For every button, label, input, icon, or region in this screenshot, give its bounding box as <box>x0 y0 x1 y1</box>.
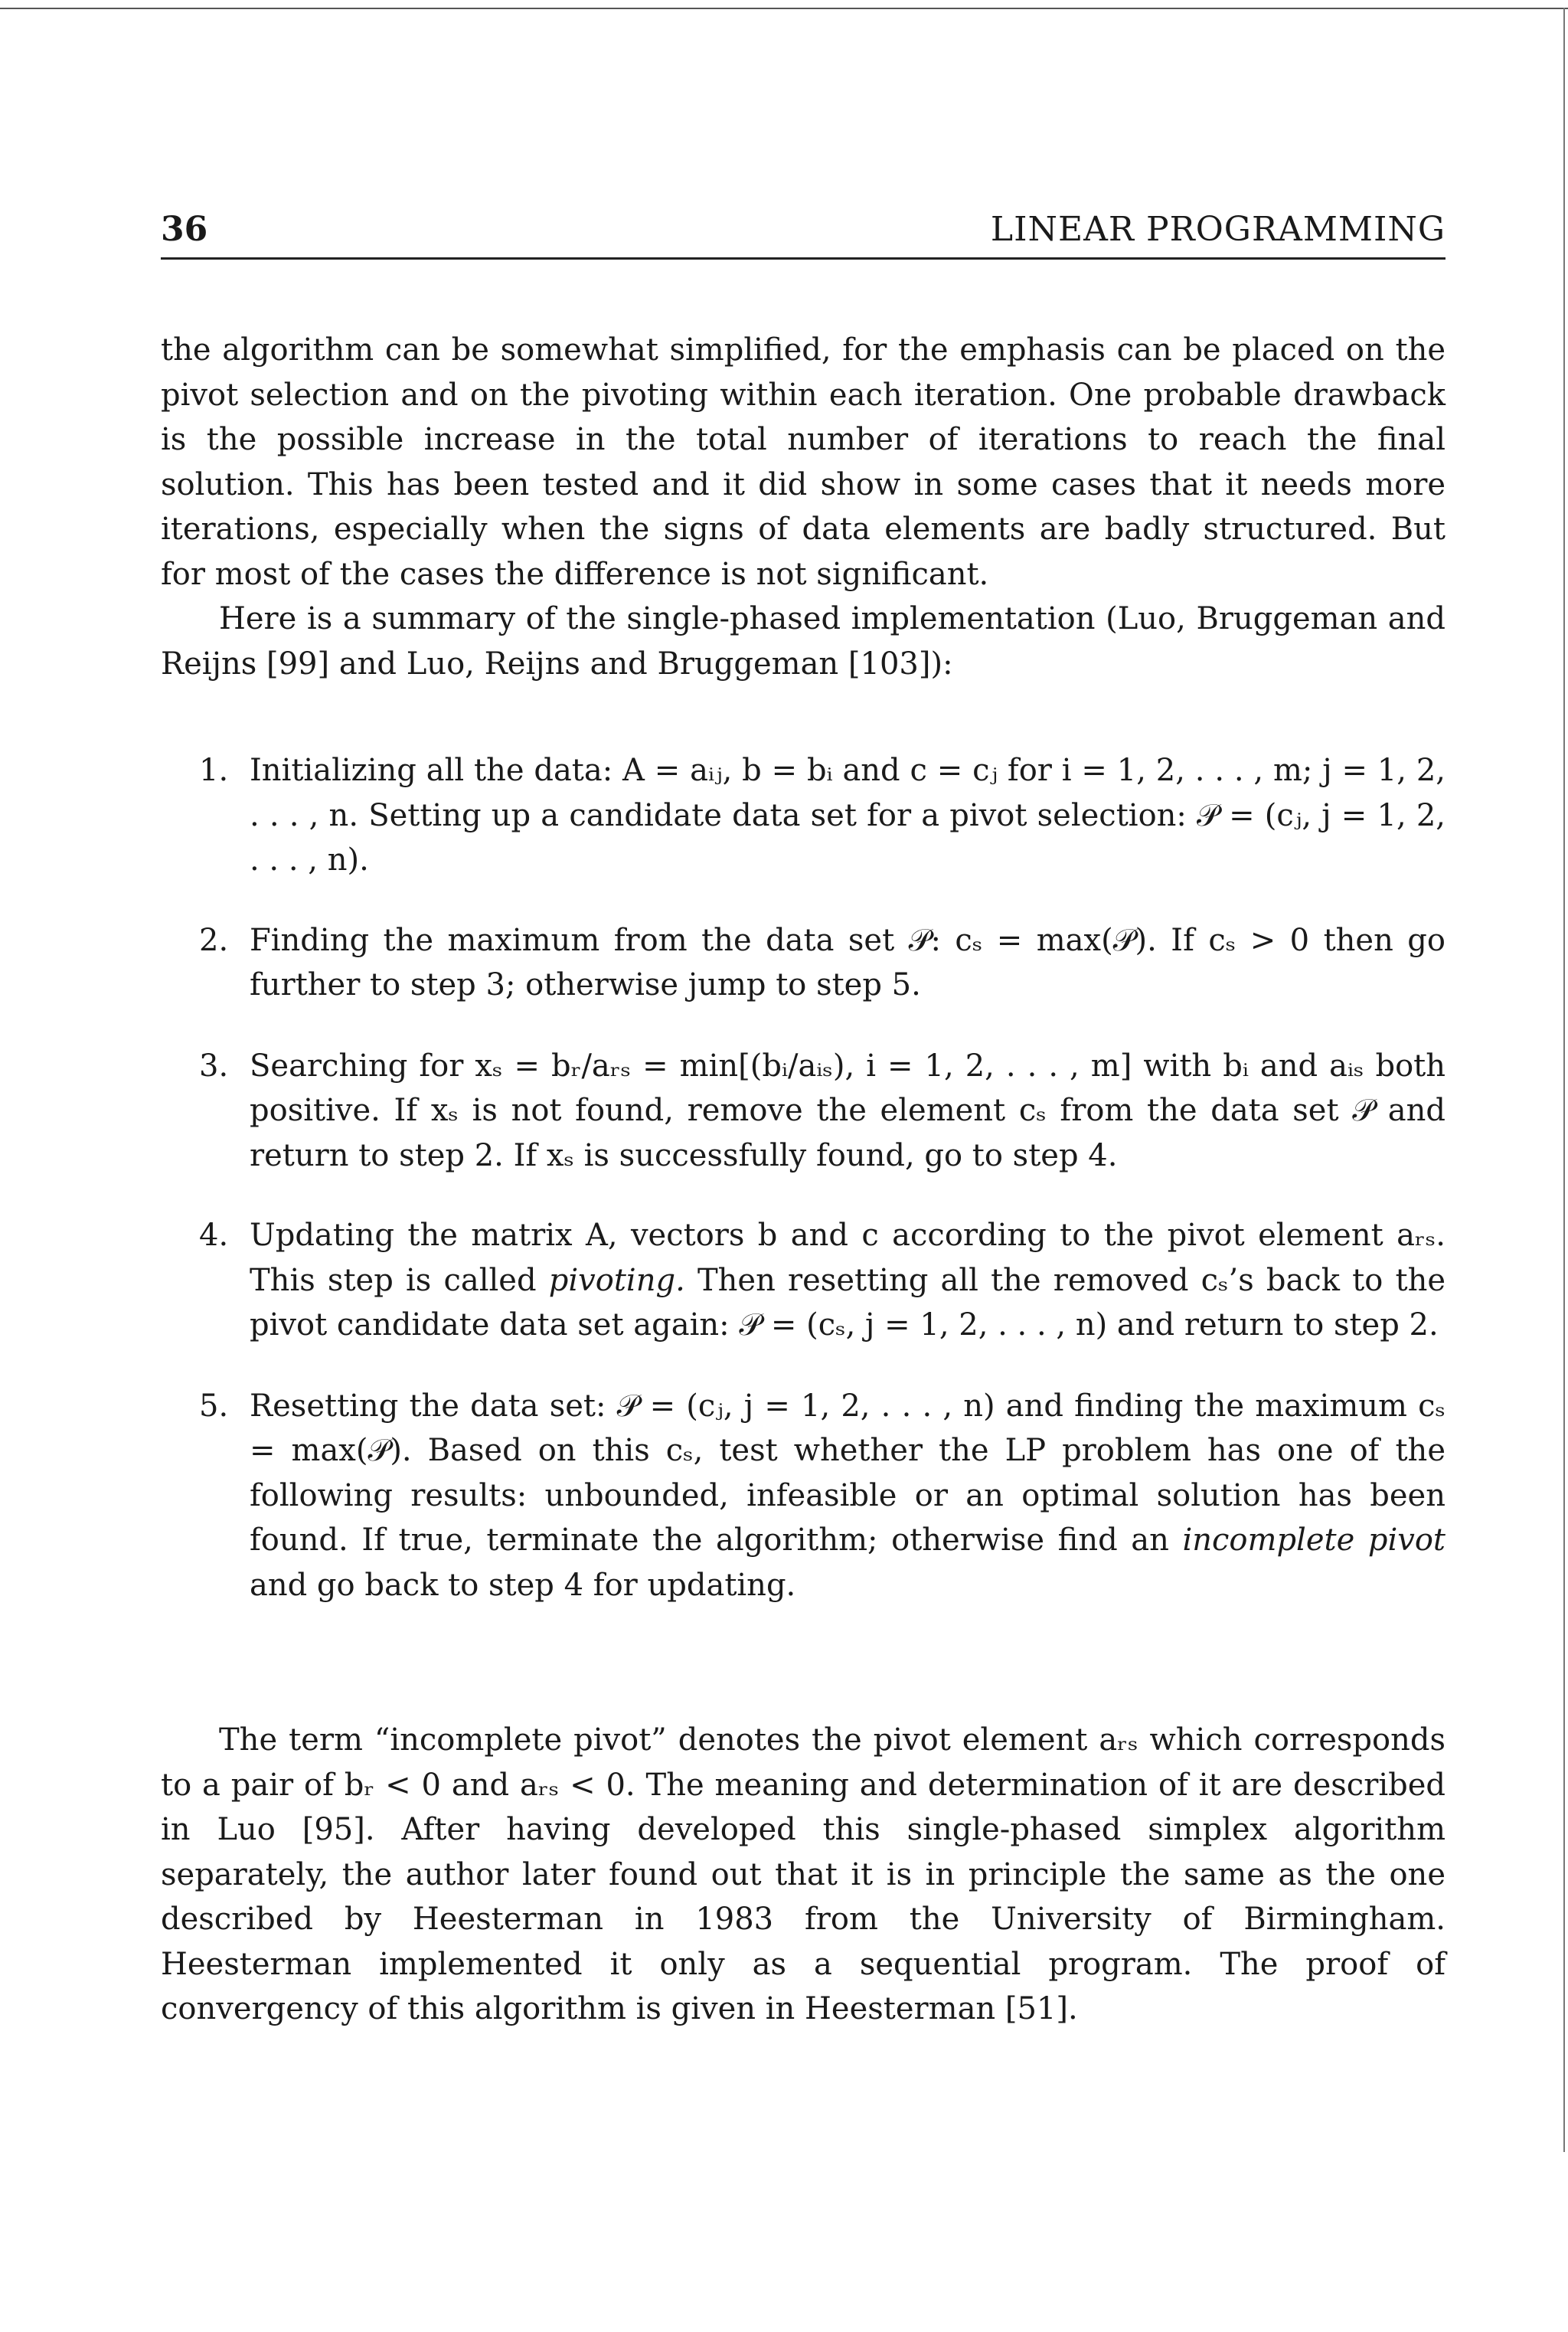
step-number: 1. <box>199 753 229 788</box>
emphasized-term: incomplete pivot <box>1182 1523 1446 1558</box>
step-text-start: Resetting the data set: 𝒫 = (cⱼ, j = 1, 2, . . . , n) and finding the maximum cₛ = max(𝒫). Based on this cₛ, test whether the LP problem has one of the following results: unbounded, infeasible or an optimal solution has been found. If true, terminate the algorithm; otherwise find an <box>250 1388 1446 1558</box>
scan-border-top <box>0 8 1568 9</box>
step-text-end: and go back to step 4 for updating. <box>250 1567 796 1603</box>
step-text <box>250 1218 1446 1343</box>
step-text: Searching for xₛ = bᵣ/aᵣₛ = min[(bᵢ/aᵢₛ), i = 1, 2, . . . , m] with bᵢ and aᵢₛ both positive. If xₛ is not found, remove the element cₛ from the data set 𝒫 and return to step 2. If xₛ is successfully found, go to step 4. <box>250 1048 1446 1173</box>
step-text: Initializing all the data: A = aᵢⱼ, b = bᵢ and c = cⱼ for i = 1, 2, . . . , m; j = 1, 2, . . . , n. Setting up a candidate data set for a pivot selection: 𝒫 = (cⱼ, j = 1, 2, . . . , n). <box>250 753 1446 878</box>
body-paragraph-2: Here is a summary of the single-phased implementation (Luo, Bruggeman and Reijns [99] and Luo, Reijns and Bruggeman [103]): <box>161 601 1446 682</box>
step-number: 5. <box>199 1388 229 1424</box>
algorithm-step <box>161 918 1446 1008</box>
step-number: 4. <box>199 1218 229 1253</box>
algorithm-step <box>161 1213 1446 1348</box>
scan-border-right <box>1563 8 1565 2152</box>
body-paragraph-1: the algorithm can be somewhat simplified, for the emphasis can be placed on the pivot selection and on the pivoting within each iteration. One probable drawback is the possible increase in the total number of iterations to reach the final solution. This has been tested and it did show in some cases that it needs more iterations, especially when the signs of data elements are badly structured. But for most of the cases the difference is not significant. <box>161 332 1446 592</box>
step-text: Finding the maximum from the data set 𝒫: cₛ = max(𝒫). If cₛ > 0 then go further to step 3; otherwise jump to step 5. <box>250 922 1446 1002</box>
body-paragraph-3: The term “incomplete pivot” denotes the pivot element aᵣₛ which corresponds to a pair of bᵣ < 0 and aᵣₛ < 0. The meaning and determination of it are described in Luo [95]. After having developed this single-phased simplex algorithm separately, the author later found out that it is in principle the same as the one described by Heesterman in 1983 from the University of Birmingham. Heesterman implemented it only as a sequential program. The proof of convergency of this algorithm is given in Heesterman [51]. <box>161 1722 1446 2026</box>
emphasized-term: pivoting. <box>548 1262 685 1298</box>
algorithm-steps <box>161 748 1446 1608</box>
step-text-start: Updating the matrix A, vectors b and c according to the pivot element aᵣₛ. This step is called <box>250 1218 1446 1298</box>
page-number: 36 <box>161 210 208 249</box>
algorithm-step <box>161 1044 1446 1179</box>
step-text <box>250 1388 1446 1603</box>
step-text-end: Then resetting all the removed cₛ’s back to the pivot candidate data set again: 𝒫 = (cₛ, j = 1, 2, . . . , n) and return to step 2. <box>250 1262 1446 1343</box>
page-header <box>161 208 1446 260</box>
step-number: 2. <box>199 922 229 958</box>
algorithm-step <box>161 1384 1446 1608</box>
algorithm-step <box>161 748 1446 883</box>
step-number: 3. <box>199 1048 229 1084</box>
running-head: LINEAR PROGRAMMING <box>990 210 1446 249</box>
